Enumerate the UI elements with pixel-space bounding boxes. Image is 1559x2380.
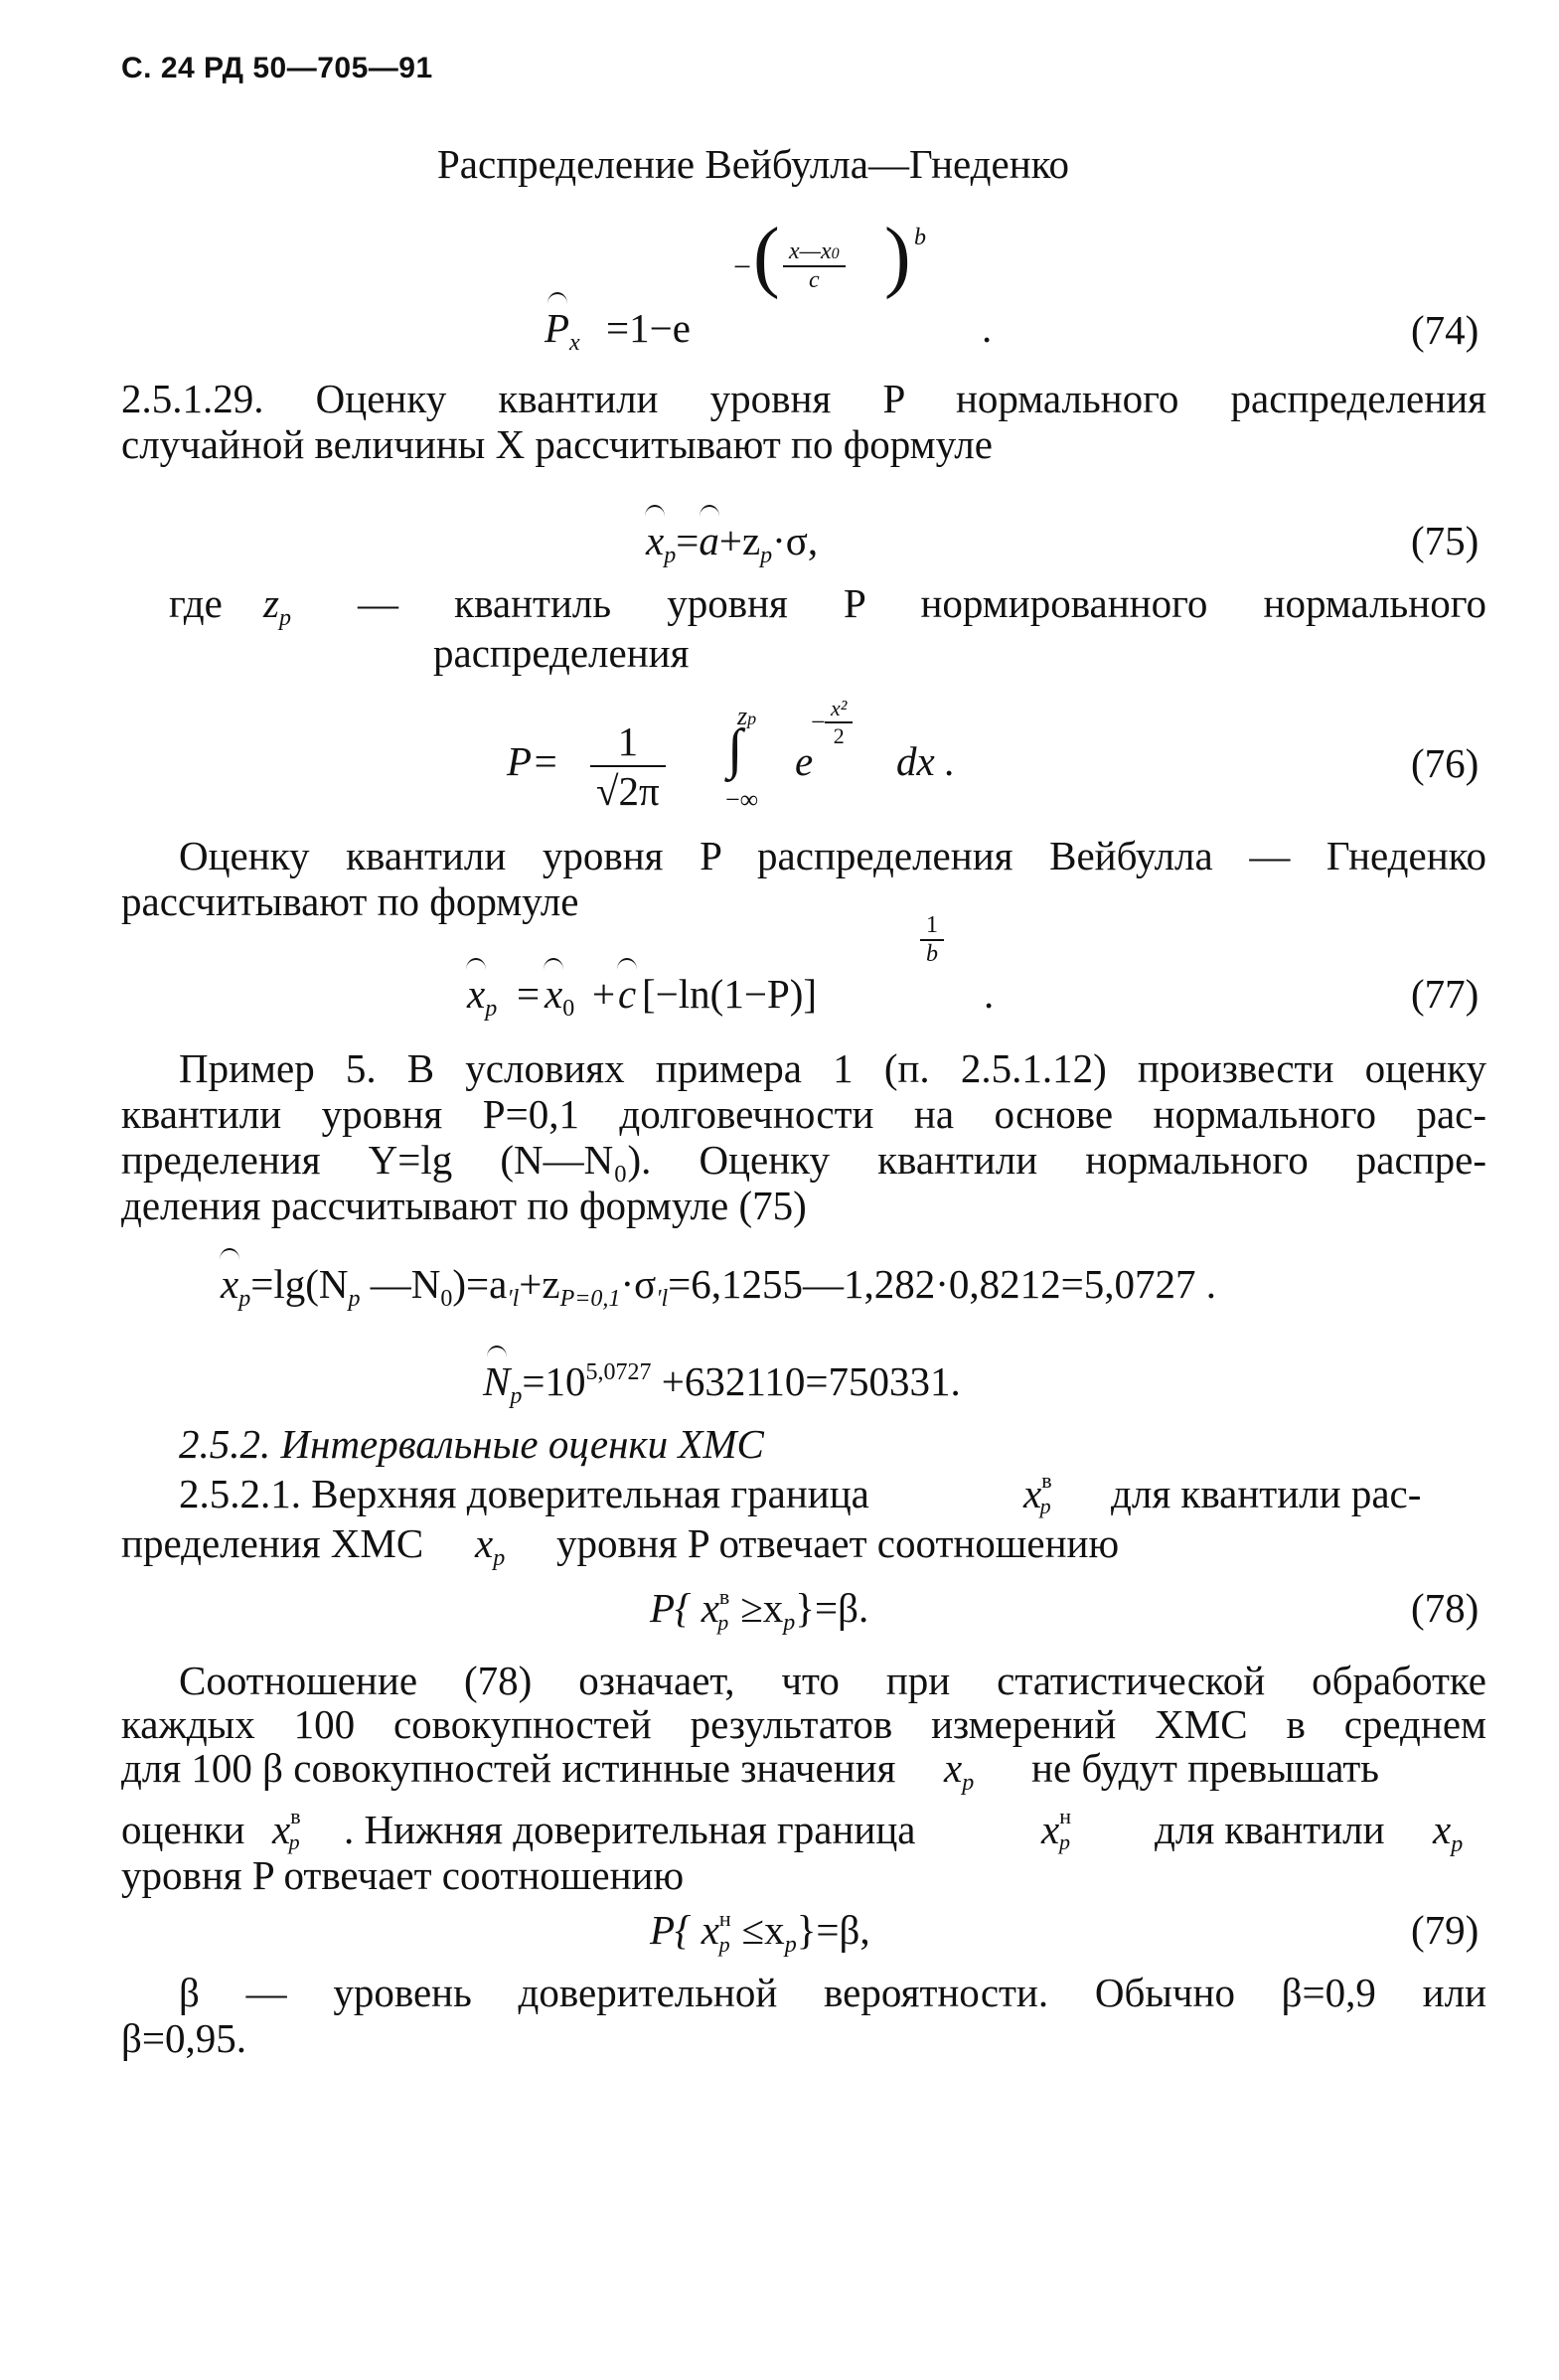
formula-75-number: (75) bbox=[1411, 518, 1480, 563]
zp-definition-line2: распределения bbox=[433, 630, 690, 676]
formula-75: $x_p=a+z_p\cdot\sigma$, bbox=[646, 518, 819, 568]
paragraph-2-5-1-29-line2: случайной величины X рассчитывают по формуле bbox=[121, 421, 993, 467]
xp-symbol: $x_p$ bbox=[475, 1520, 506, 1571]
f76-exp-fraction: $\frac{\text{x²}}{2}$ bbox=[825, 696, 853, 749]
f77-power-fraction: $\frac{1}{b}$ bbox=[920, 912, 944, 968]
paragraph-weibull-quantile-line2: рассчитывают по формуле bbox=[121, 878, 579, 924]
calculation-xp: $x_p=\lg(N_p$ $—N_0)=a_{'l}+z_{P=0,1}\cdot\sigma_{'l}=6,1255—1,282\cdot 0,8212=5,0727$ . bbox=[221, 1261, 1217, 1312]
formula-76-number: (76) bbox=[1411, 740, 1480, 786]
hat-p: P bbox=[545, 305, 570, 351]
example-5-line4: деления рассчитывают по формуле (75) bbox=[121, 1183, 807, 1228]
paragraph-2-5-2-1-line2b: уровня P отвечает соотношению bbox=[556, 1520, 1120, 1566]
example-5-line1: Пример 5. В условиях примера 1 (п. 2.5.1.12) произвести оценку bbox=[179, 1045, 1486, 1091]
page-header: С. 24 РД 50—705—91 bbox=[121, 52, 433, 84]
zp-symbol: $z_p$ bbox=[263, 580, 291, 631]
paragraph-2-5-2-1-line1b: для квантили рас- bbox=[1111, 1471, 1422, 1516]
beta-note-line1: β — уровень доверительной вероятности. Обычно β=0,9 или bbox=[179, 1970, 1486, 2015]
formula-76: P= $\frac{1}{√2\pi}$ zp ∫ −∞ e − $\frac{\text{x²}}{2}$ dx . bbox=[507, 696, 956, 814]
beta-note-line2: β=0,95. bbox=[121, 2015, 246, 2061]
formula-79-number: (79) bbox=[1411, 1907, 1480, 1953]
xb-symbol-2: $x^вp$ bbox=[272, 1804, 301, 1854]
xb-symbol: $x^вp$ bbox=[1023, 1468, 1052, 1518]
paragraph-relation-78-line4c: для квантили bbox=[1155, 1807, 1385, 1852]
paragraph-2-5-1-29-line1: 2.5.1.29. Оценку квантили уровня P нормального распределения bbox=[121, 376, 1486, 421]
example-5-line3: пределения Y=lg (N—N₀). Оценку квантили нормального распре- bbox=[121, 1137, 1486, 1183]
formula-79: P{ $x^нp \le x_p\}=\beta$, bbox=[650, 1906, 870, 1958]
formula-77-number: (77) bbox=[1411, 971, 1480, 1017]
paragraph-relation-78-line2: каждых 100 совокупностей результатов измерений ХМС в среднем bbox=[121, 1701, 1486, 1747]
paragraph-2-5-2-1-line2a: пределения ХМС bbox=[121, 1520, 424, 1566]
calculation-np: $N_p=10^{5,0727} +632110=750331$. bbox=[483, 1358, 961, 1409]
example-5-line2: квантили уровня P=0,1 долговечности на основе нормального рас- bbox=[121, 1091, 1486, 1137]
xp-symbol-2: $x_p$ bbox=[944, 1745, 975, 1796]
xh-symbol: $x^нp$ bbox=[1041, 1804, 1071, 1854]
paragraph-relation-78-line4a: оценки bbox=[121, 1807, 245, 1852]
paragraph-relation-78-line1: Соотношение (78) означает, что при статистической обработке bbox=[179, 1658, 1486, 1703]
f76-fraction: $\frac{1}{√2\pi}$ bbox=[590, 717, 666, 815]
paragraph-relation-78-line5: уровня P отвечает соотношению bbox=[121, 1852, 685, 1898]
formula-78: P{ $x^вp \ge x_p\}=\beta$. bbox=[650, 1584, 869, 1636]
paragraph-2-5-2-1-line1a: 2.5.2.1. Верхняя доверительная граница bbox=[179, 1471, 869, 1516]
formula-78-number: (78) bbox=[1411, 1585, 1480, 1631]
section-2-5-2-title: 2.5.2. Интервальные оценки ХМС bbox=[179, 1421, 764, 1467]
exp-fraction: $\frac{x—x0}{c}$ bbox=[783, 238, 846, 294]
section-title-weibull: Распределение Вейбулла—Гнеденко bbox=[437, 141, 1070, 187]
formula-77: $x_p$ = $x_0$ + c [−ln(1−P)] $\frac{1}{b}$ . bbox=[467, 912, 995, 1022]
zp-definition: — квантиль уровня P нормированного нормального bbox=[358, 580, 1486, 626]
formula-74-number: (74) bbox=[1411, 307, 1480, 353]
paragraph-relation-78-line3b: не будут превышать bbox=[1031, 1745, 1380, 1791]
paragraph-weibull-quantile-line1: Оценку квантили уровня P распределения Вейбулла — Гнеденко bbox=[179, 833, 1486, 878]
where-label: где bbox=[169, 580, 223, 626]
paragraph-relation-78-line3a: для 100 β совокупностей истинные значения bbox=[121, 1745, 896, 1791]
formula-74: $P_x$ =1−e − ( $\frac{x—x0}{c}$ ) b . bbox=[545, 213, 993, 356]
paragraph-relation-78-line4b: . Нижняя доверительная граница bbox=[344, 1807, 916, 1852]
xp-symbol-3: $x_p$ bbox=[1433, 1807, 1464, 1857]
